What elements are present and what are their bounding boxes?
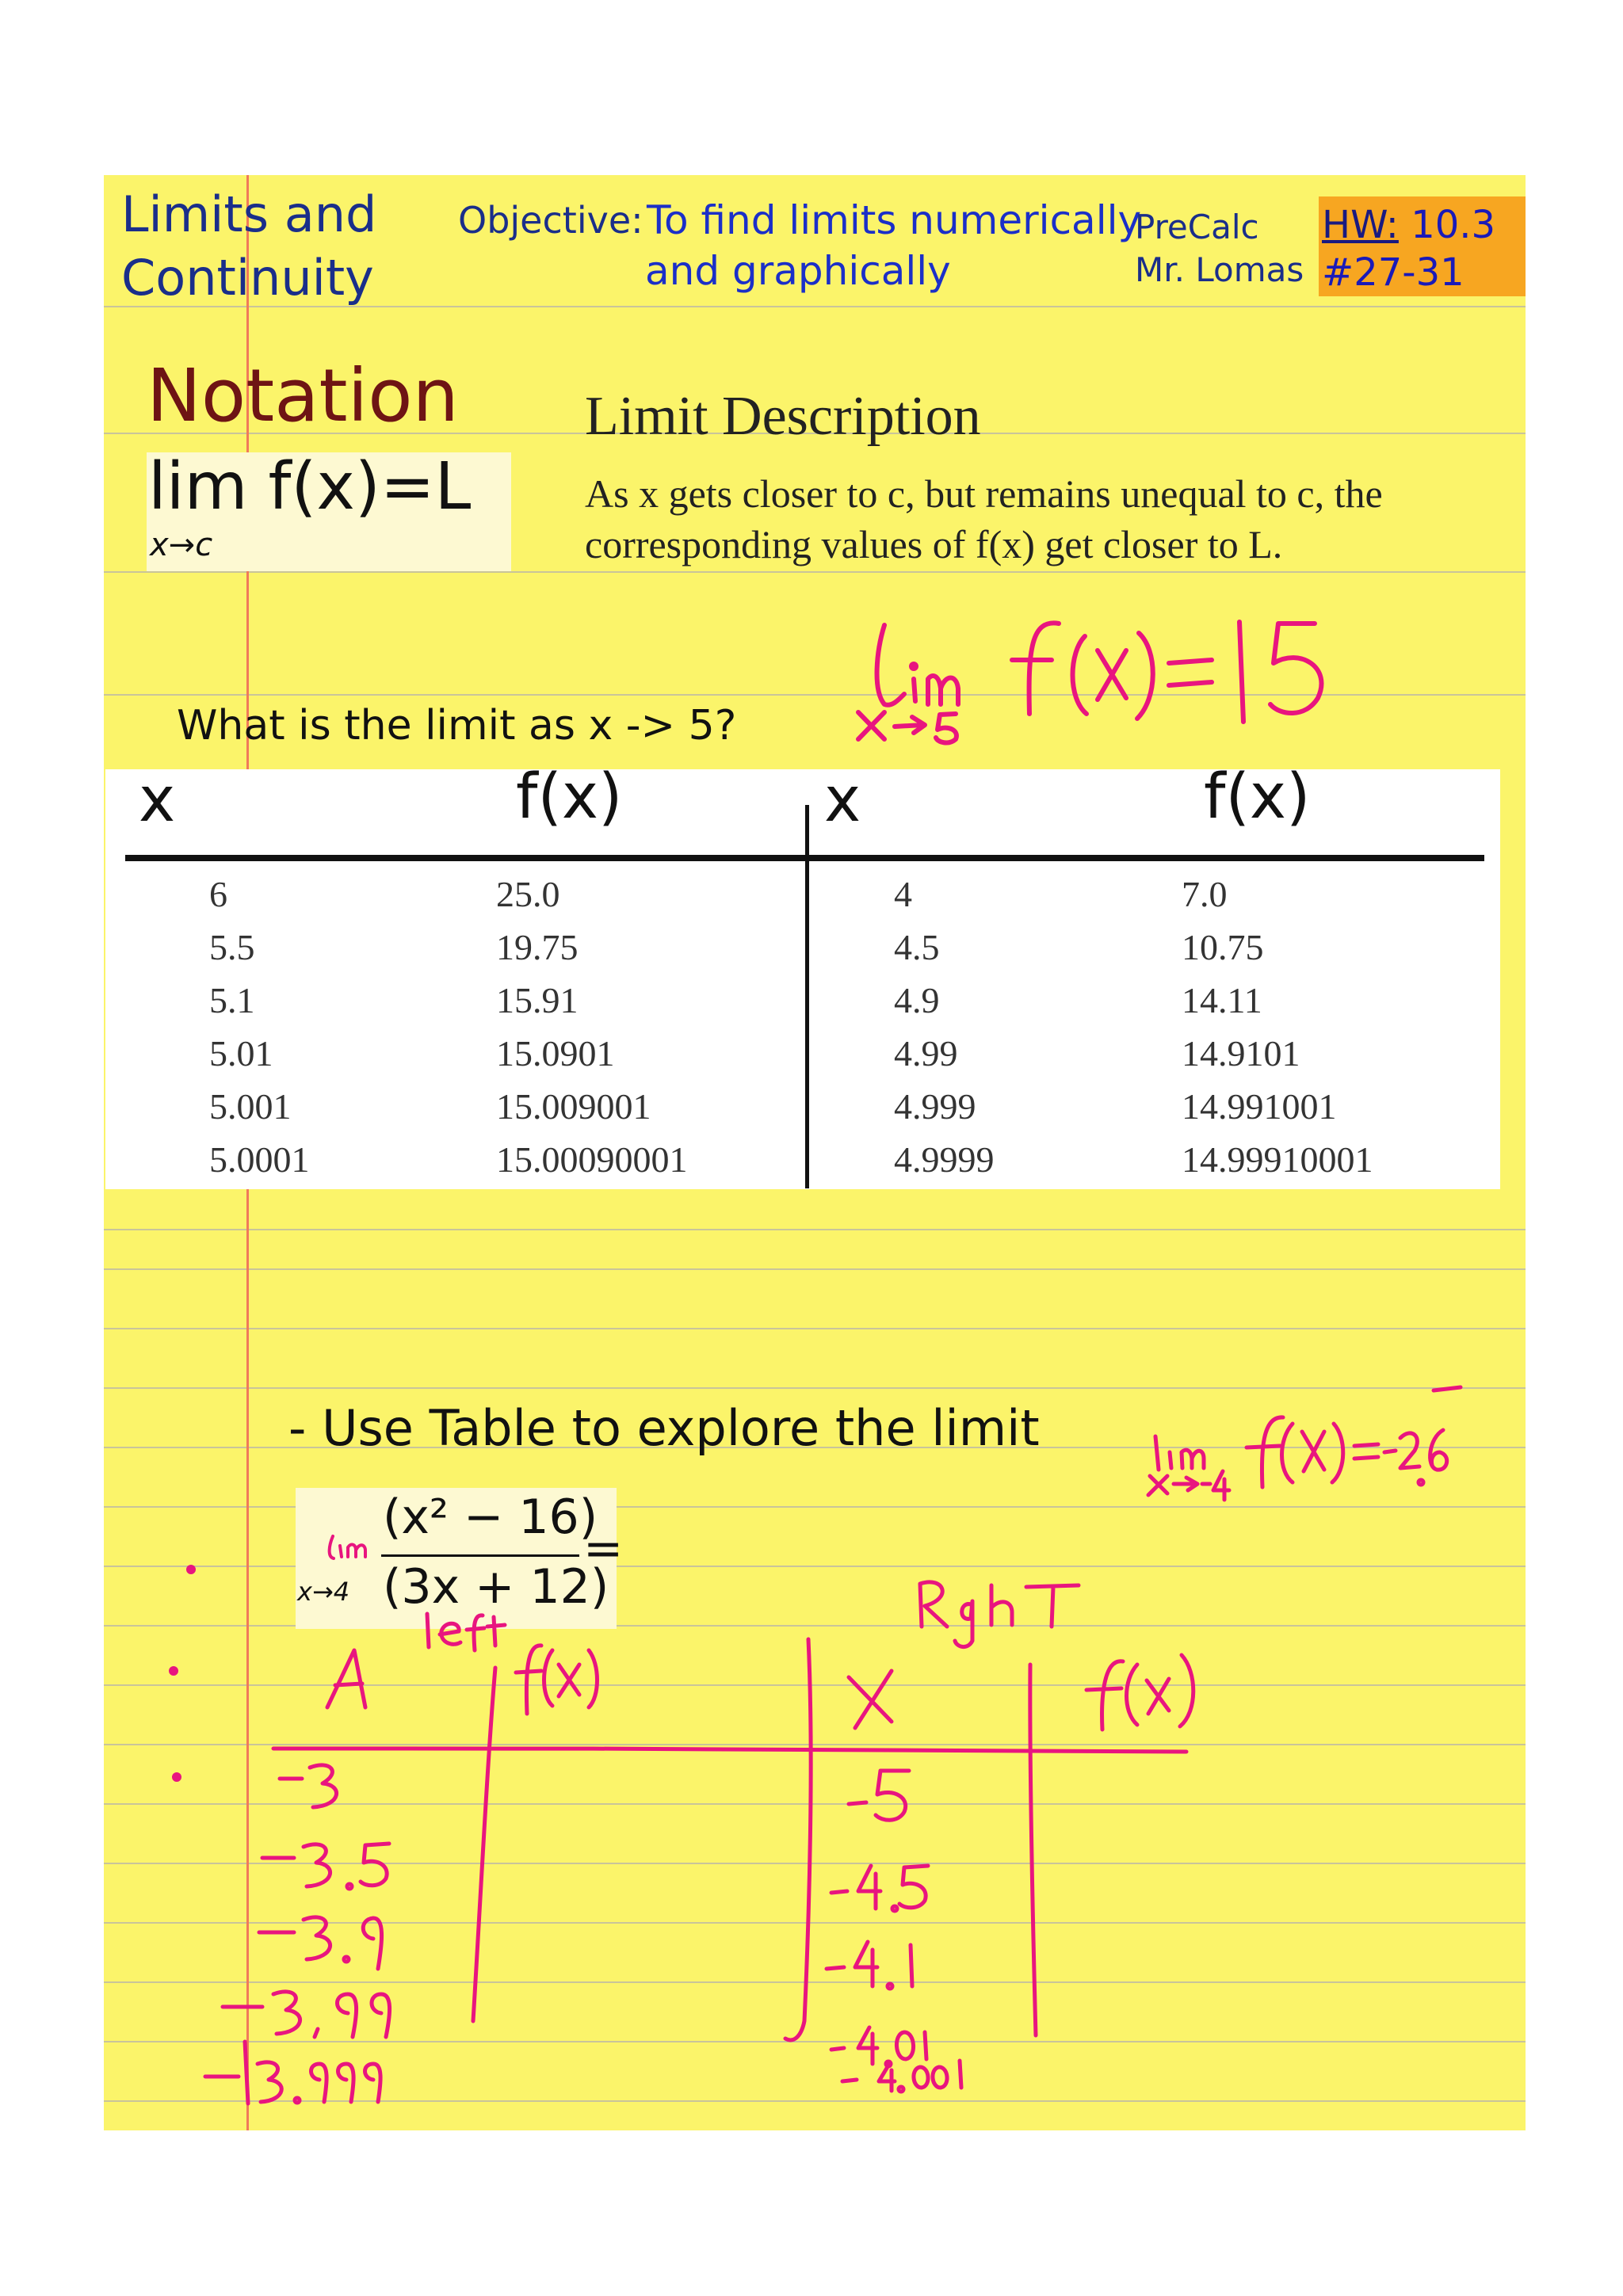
table-header-x-right: x: [824, 765, 861, 836]
table-cell: 4.9: [894, 980, 940, 1020]
table-cell: 5.0001: [209, 1139, 310, 1180]
table-cell: 4.99: [894, 1033, 958, 1074]
table-cell: 14.991001: [1182, 1086, 1337, 1127]
handwritten-left-x-values: [205, 1765, 390, 2103]
table-cell: 6: [209, 874, 227, 914]
table-cell: 5.01: [209, 1033, 273, 1074]
handwritten-table-grid: [273, 1639, 1186, 2040]
handwritten-table-headers: [327, 1646, 1193, 1730]
table-cell: 14.11: [1182, 980, 1262, 1020]
table-cell: 5.5: [209, 927, 255, 967]
table-cell: 4.5: [894, 927, 940, 967]
description-line-1: As x gets closer to c, but remains unequal to c, the: [585, 471, 1383, 516]
table-cell: 4.9999: [894, 1139, 995, 1180]
description-title: Limit Description: [585, 386, 981, 447]
hw-section: 10.3: [1411, 203, 1496, 247]
handwriting-text: [104, 175, 105, 176]
table-cell: 4.999: [894, 1086, 976, 1127]
course-name: PreCalc: [1135, 208, 1259, 246]
table-cell: 25.0: [496, 874, 560, 914]
hw-label: HW:: [1322, 203, 1399, 247]
fraction-numerator: (x² − 16): [383, 1489, 598, 1545]
fraction-denominator: (3x + 12): [383, 1559, 609, 1615]
limit-subscript: x→c: [150, 527, 213, 563]
table-cell: 15.009001: [496, 1086, 651, 1127]
table-cell: 10.75: [1182, 927, 1264, 967]
fraction-equals: =: [583, 1521, 624, 1577]
table-header-fx-right: f(x): [1204, 761, 1311, 833]
table-cell: 14.99910001: [1182, 1139, 1373, 1180]
handwritten-right-label: [920, 1582, 1079, 1647]
hw-problems: #27-31: [1322, 250, 1465, 295]
table-cell: 15.91: [496, 980, 579, 1020]
objective-line-2: and graphically: [645, 248, 951, 294]
table-cell: 15.00090001: [496, 1139, 688, 1180]
handwritten-lim-word: [330, 1536, 365, 1558]
objective-line-1: To find limits numerically: [647, 197, 1142, 243]
table-cell: 19.75: [496, 927, 579, 967]
table-cell: 5.1: [209, 980, 255, 1020]
table-cell: 4: [894, 874, 912, 914]
limit-question: What is the limit as x -> 5?: [177, 702, 737, 749]
table-cell: 15.0901: [496, 1033, 615, 1074]
title-line-1: Limits and: [121, 185, 377, 243]
description-line-2: corresponding values of f(x) get closer to L.: [585, 522, 1283, 566]
explore-heading: - Use Table to explore the limit: [288, 1399, 1040, 1457]
notes-page: [104, 175, 1526, 2130]
fraction-limit-subscript: x→4: [297, 1577, 350, 1607]
handwritten-limit-answer: [858, 622, 1321, 742]
table-cell: 14.9101: [1182, 1033, 1300, 1074]
notation-heading: Notation: [147, 353, 459, 438]
table-header-fx-left: f(x): [516, 761, 623, 833]
handwritten-answer-text: [104, 175, 105, 176]
handwritten-limit-answer-2: [1148, 1387, 1461, 1500]
handwritten-right-x-values: [827, 1771, 961, 2092]
limit-expression: lim f(x)=L: [148, 449, 472, 524]
table-header-x-left: x: [139, 765, 176, 836]
handwriting-layer: [104, 175, 1526, 2130]
objective-label: Objective:: [458, 199, 643, 242]
handwritten-left-label: [427, 1614, 505, 1650]
teacher-name: Mr. Lomas: [1135, 250, 1304, 289]
table-cell: 5.001: [209, 1086, 292, 1127]
table-cell: 7.0: [1182, 874, 1228, 914]
title-line-2: Continuity: [121, 249, 374, 307]
